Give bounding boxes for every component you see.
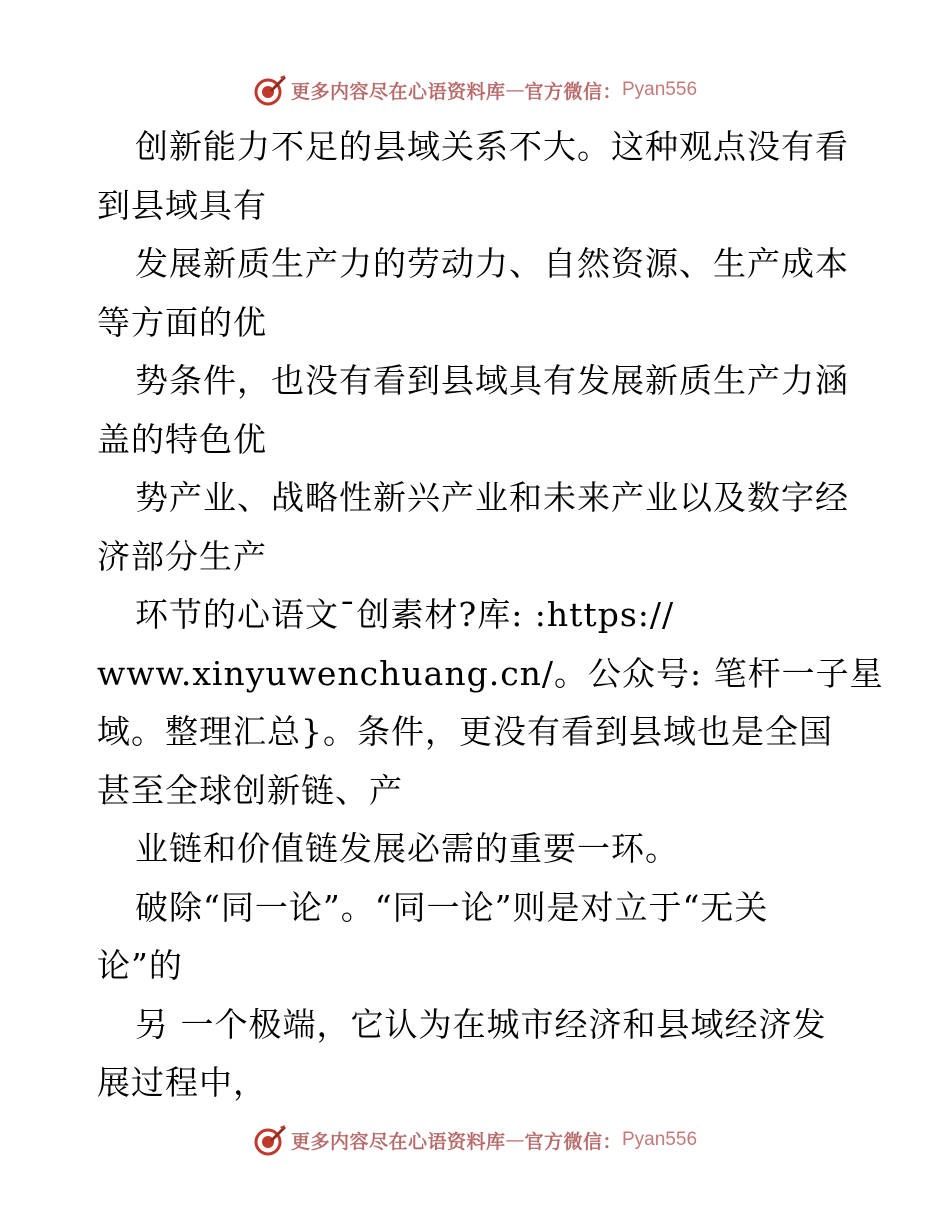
header-banner	[0, 70, 950, 110]
text-line: 论”的	[97, 946, 183, 985]
text-line: 业链和价值链发展必需的重要一环。	[135, 829, 679, 868]
text-line: 另 一个极端，它认为在城市经济和县域经济发	[135, 1004, 827, 1044]
banner-wechat-id: Pyan556	[622, 1129, 698, 1150]
text-line: 环节的心语文¯创素材?库: :https://	[135, 595, 675, 634]
footer-banner	[0, 1120, 950, 1160]
banner-separator: —	[505, 79, 525, 101]
pen-nib-logo-icon	[253, 1123, 287, 1157]
text-line: 创新能力不足的县域关系不大。这种观点没有看	[135, 127, 849, 166]
text-line: 势产业、战略性新兴产业和未来产业以及数字经	[135, 478, 849, 517]
text-line: www.xinyuwenchuang.cn/。公众号: 笔杆一子星	[97, 653, 884, 693]
text-line: 发展新质生产力的劳动力、自然资源、生产成本	[135, 244, 849, 283]
document-body	[97, 118, 884, 1113]
text-line: 势条件，也没有看到县域具有发展新质生产力涵	[135, 361, 849, 400]
pen-nib-logo-icon	[253, 73, 287, 107]
text-line: 域。整理汇总}。条件，更没有看到县域也是全国	[97, 712, 833, 751]
text-line: 展过程中，	[97, 1063, 267, 1102]
text-line: 等方面的优	[97, 302, 267, 342]
banner-title: 更多内容尽在心语资料库	[290, 1130, 506, 1153]
text-line: 到县域具有	[97, 185, 267, 225]
text-line: 破除“同一论”。“同一论”则是对立于“无关	[135, 887, 769, 927]
banner-wechat-id: Pyan556	[622, 79, 698, 100]
text-line: 济部分生产	[97, 536, 267, 576]
banner-label: 官方微信：	[524, 1130, 622, 1153]
text-line: 甚至全球创新链、产	[97, 770, 403, 810]
banner-label: 官方微信：	[524, 80, 622, 103]
text-line: 盖的特色优	[97, 419, 267, 459]
banner-title: 更多内容尽在心语资料库	[290, 80, 506, 103]
banner-separator: —	[505, 1129, 525, 1151]
